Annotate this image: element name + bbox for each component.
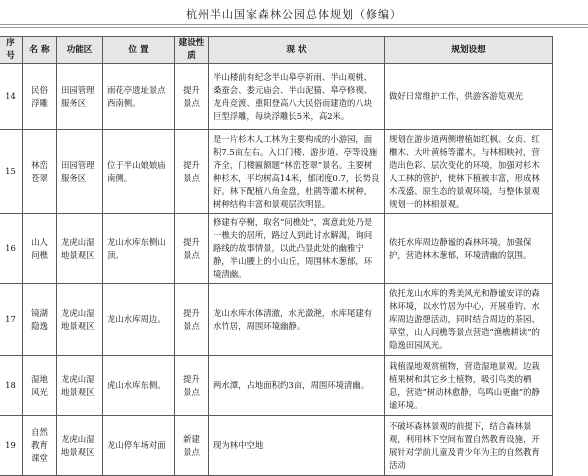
header-plan: 规划设想 bbox=[385, 37, 553, 64]
cell-name: 民俗浮雕 bbox=[23, 64, 57, 130]
table-row bbox=[0, 64, 553, 130]
cell-plan: 栽植湿地观赏植物，营造湿地景观。边栽植果树和其它乡土植物，吸引鸟类的栖息，营造“树动林愈静，鸟鸣山更幽”的静谧环境。 bbox=[385, 356, 553, 416]
cell-no: 14 bbox=[0, 64, 23, 130]
cell-zone: 龙虎山湿地景观区 bbox=[57, 356, 103, 416]
cell-status: 是一片杉木人工林为主要构成的小游园，面积7.5亩左右。入口门楼、游步道、亭等设施齐全，门楼匾额题“林峦苍翠”景名。主要树种杉木，平均树高14米，郁闭度0.7，长势良好。林下配植八角金盘，杜鹃等灌木树种，树种结构丰富和景观层次明显。 bbox=[209, 130, 385, 214]
cell-zone: 田园管理服务区 bbox=[57, 130, 103, 214]
cell-location: 龙山水库周边。 bbox=[103, 284, 175, 356]
cell-no: 15 bbox=[0, 130, 23, 214]
table-header-row bbox=[0, 37, 553, 64]
cell-status: 龙山水库水体清澈，水光潋滟，水库尾建有水竹居，周围环境幽静。 bbox=[209, 284, 385, 356]
table-row bbox=[0, 416, 553, 476]
cell-location: 位于半山娘娘庙南侧。 bbox=[103, 130, 175, 214]
cell-type: 新建景点 bbox=[175, 416, 209, 476]
cell-status: 现为林中空地 bbox=[209, 416, 385, 476]
cell-plan: 不破坏森林景观的前提下，结合森林景观，利用林下空间布置自然教育设施，开展针对学前儿童及青少年为主的自然教育活动 bbox=[385, 416, 553, 476]
cell-type: 提升景点 bbox=[175, 356, 209, 416]
cell-no: 18 bbox=[0, 356, 23, 416]
header-type: 建设性质 bbox=[175, 37, 209, 64]
cell-type: 提升景点 bbox=[175, 64, 209, 130]
table-row bbox=[0, 130, 553, 214]
header-no: 序号 bbox=[0, 37, 23, 64]
cell-plan: 依托水库周边静谧的森林环境，加强保护，营造林木葱郁，环境清幽的氛围。 bbox=[385, 214, 553, 284]
cell-plan: 依托龙山水库的秀美风光和静谧安详的森林环境，以水竹居为中心，开展垂钓、水库周边游憩活动，同时结合周边的茶园、草堂，山人问樵等景点营造“渔樵耕读”的隐逸田园风光。 bbox=[385, 284, 553, 356]
cell-location: 龙山水库东侧山顶。 bbox=[103, 214, 175, 284]
cell-plan: 规划在游步道两侧增植如红枫、女贞、红檵木、大叶黄杨等灌木，与林相映衬，营造出色彩、层次变化的环境，加强对杉木人工林的管护，使林下植被丰富，形成林木茂盛、原生态的景观环境，与整体景观规划一的林相景观。 bbox=[385, 130, 553, 214]
cell-location: 雨花亭遗址景点西南侧。 bbox=[103, 64, 175, 130]
cell-name: 林峦苍翠 bbox=[23, 130, 57, 214]
cell-zone: 龙虎山湿地景观区 bbox=[57, 214, 103, 284]
cell-zone: 龙虎山湿地景观区 bbox=[57, 284, 103, 356]
cell-no: 16 bbox=[0, 214, 23, 284]
cell-type: 提升景点 bbox=[175, 130, 209, 214]
cell-status: 半山楼前有纪念半山皋亭祈雨、半山观桃、桑蚕会、娄元庙会、半山泥猫、皋亭修禊、龙舟竞渡、重阳登高八大民俗而建造的八块巨型浮雕，每块浮雕长5米，高2米。 bbox=[209, 64, 385, 130]
header-location: 位 置 bbox=[103, 37, 175, 64]
cell-no: 19 bbox=[0, 416, 23, 476]
table-row bbox=[0, 356, 553, 416]
cell-name: 山人问樵 bbox=[23, 214, 57, 284]
planning-table bbox=[0, 36, 553, 476]
cell-name: 湿地风光 bbox=[23, 356, 57, 416]
table-row bbox=[0, 214, 553, 284]
cell-name: 自然教育课堂 bbox=[23, 416, 57, 476]
title-divider-second bbox=[0, 27, 588, 28]
cell-location: 虎山水库东侧。 bbox=[103, 356, 175, 416]
header-name: 名 称 bbox=[23, 37, 57, 64]
cell-plan: 做好日常维护工作，供游客游览观光 bbox=[385, 64, 553, 130]
cell-no: 17 bbox=[0, 284, 23, 356]
cell-zone: 田园管理服务区 bbox=[57, 64, 103, 130]
cell-type: 提升景点 bbox=[175, 284, 209, 356]
cell-name: 镜湖隐逸 bbox=[23, 284, 57, 356]
cell-location: 龙山停车场对面 bbox=[103, 416, 175, 476]
header-status: 现 状 bbox=[209, 37, 385, 64]
cell-status: 修建有亭榭，取名“问樵处”，寓意此处乃是一樵夫的居所，路过人到此讨水解渴，询问路线的故事情景，以此凸显此处的幽雅宁静，半山腰上的小山丘，周围林木葱郁，环境清幽。 bbox=[209, 214, 385, 284]
document-title: 杭州半山国家森林公园总体规划（修编） bbox=[186, 8, 402, 21]
cell-status: 两水潭，占地面积约3亩，周围环境清幽。 bbox=[209, 356, 385, 416]
table-row bbox=[0, 284, 553, 356]
title-divider bbox=[0, 24, 588, 25]
cell-zone: 龙虎山湿地景观区 bbox=[57, 416, 103, 476]
header-zone: 功能区 bbox=[57, 37, 103, 64]
cell-type: 提升景点 bbox=[175, 214, 209, 284]
